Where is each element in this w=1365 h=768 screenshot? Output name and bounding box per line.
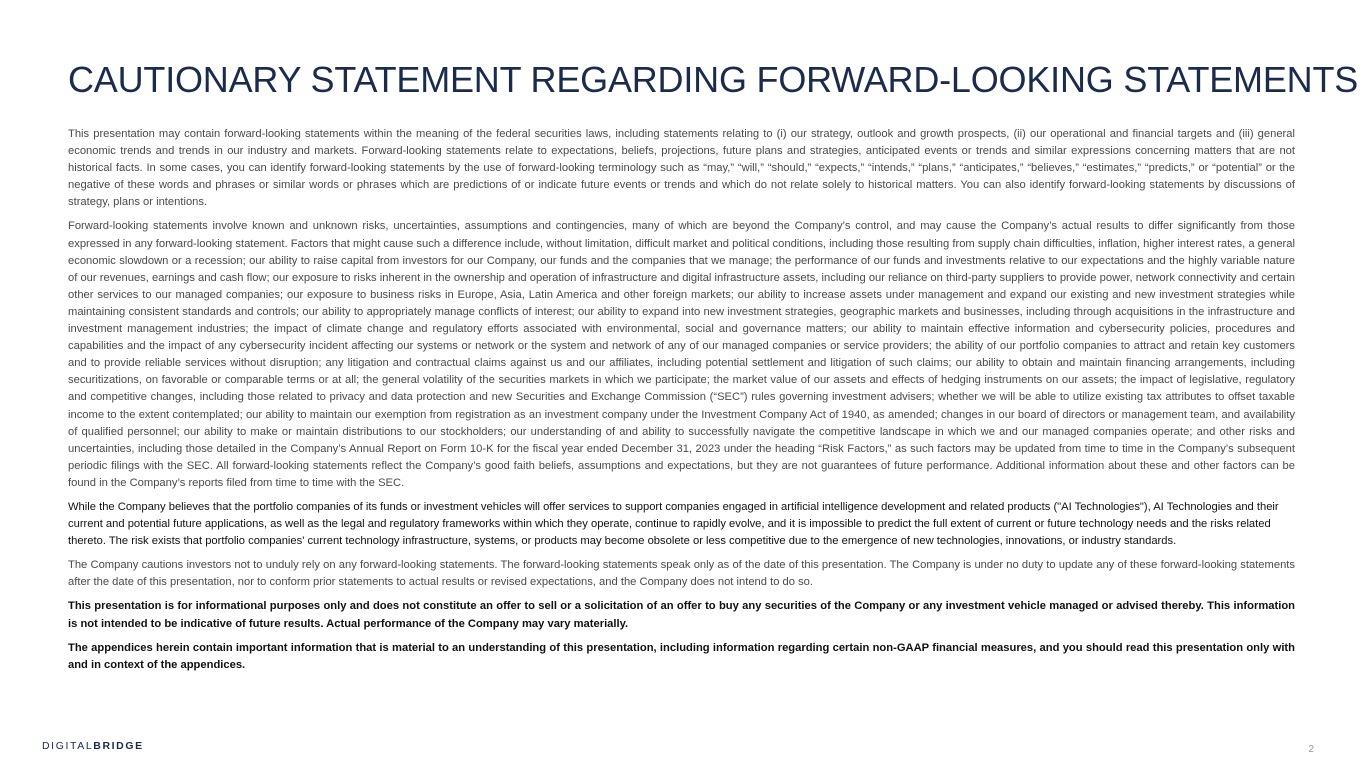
paragraph-informational-purposes: This presentation is for informational purposes only and does not constitute an offer to sell or a solicitation of an offer to buy any securities of the Company or any investment vehicle managed or advised thereby. This information is not intended to be indicative of future results. Actual performance of the Company may vary materially.: [68, 600, 1295, 630]
page-title: CAUTIONARY STATEMENT REGARDING FORWARD-LOOKING STATEMENTS: [68, 59, 1359, 100]
paragraph-ai-technologies: While the Company believes that the portfolio companies of its funds or investment vehicles will offer services to support companies engaged in artificial intelligence development and related products ("AI Technologies"), AI Technologies and their current and potential future applications, as well as the legal and regulatory frameworks within which they operate, continue to rapidly evolve, and it is impossible to predict the full extent of current or future technology needs and the risks related thereto. The risk exists that portfolio companies' current technology infrastructure, systems, or products may become obsolete or less competitive due to the emergence of new technologies, innovations, or industry standards.: [68, 500, 1279, 548]
paragraph-caution-investors: The Company cautions investors not to unduly rely on any forward-looking statements. The forward-looking statements speak only as of the date of this presentation. The Company is under no duty to update any of these forward-looking statements after the date of this presentation, nor to conform prior statements to actual results or revised expectations, and the Company does not intend to do so.: [68, 559, 1295, 589]
logo-text-bridge: BRIDGE: [93, 740, 144, 752]
paragraph-forward-looking-definition: This presentation may contain forward-looking statements within the meaning of the federal securities laws, including statements relating to (i) our strategy, outlook and growth prospects, (ii) our operational and financial targets and (iii) general economic trends and trends in our industry and markets. Forward-looking statements relate to expectations, beliefs, projections, future plans and strategies, anticipated events or trends and similar expressions concerning matters that are not historical facts. In some cases, you can identify forward-looking statements by the use of forward-looking terminology such as “may,” “will,” “should,” “expects,” “intends,” “plans,” “anticipates,” “believes,” “estimates,” “predicts,” or “potential” or the negative of these words and phrases or similar words or phrases which are predictions of or indicate future events or trends and which do not relate solely to historical matters. You can also identify forward-looking statements by discussions of strategy, plans or intentions.: [68, 128, 1295, 209]
page-number: 2: [1308, 744, 1314, 755]
digitalbridge-logo: [42, 740, 144, 752]
paragraph-appendices: The appendices herein contain important information that is material to an understanding of this presentation, including information regarding certain non-GAAP financial measures, and you should read this presentation only with and in context of the appendices.: [68, 641, 1295, 671]
paragraph-risk-factors: Forward-looking statements involve known and unknown risks, uncertainties, assumptions and contingencies, many of which are beyond the Company’s control, and may cause the Company’s actual results to differ significantly from those expressed in any forward-looking statement. Factors that might cause such a difference include, without limitation, difficult market and political conditions, including those resulting from supply chain difficulties, inflation, higher interest rates, a general economic slowdown or a recession; our ability to raise capital from investors for our Company, our funds and the companies that we manage; the performance of our funds and investments relative to our expectations and the highly variable nature of our revenues, earnings and cash flow; our exposure to risks inherent in the ownership and operation of infrastructure and digital infrastructure assets, including our reliance on third-party suppliers to provide power, network connectivity and certain other services to our managed companies; our exposure to business risks in Europe, Asia, Latin America and other foreign markets; our ability to increase assets under management and expand our existing and new investment strategies while maintaining consistent standards and controls; our ability to appropriately manage conflicts of interest; our ability to expand into new investment strategies, geographic markets and businesses, including through acquisitions in the infrastructure and investment management industries; the impact of climate change and regulatory efforts associated with environmental, social and governance matters; our ability to maintain effective information and cybersecurity policies, procedures and capabilities and the impact of any cybersecurity incident affecting our systems or network or the system and network of any of our managed companies or service providers; the ability of our portfolio companies to attract and retain key customers and to provide reliable services without disruption; any litigation and contractual claims against us and our affiliates, including potential settlement and litigation of such claims; our ability to obtain and maintain financing arrangements, including securitizations, on favorable or comparable terms or at all; the general volatility of the securities markets in which we participate; the market value of our assets and effects of hedging instruments on our assets; the impact of legislative, regulatory and competitive changes, including those related to privacy and data protection and new Securities and Exchange Commission (“SEC”) rules governing investment advisers; whether we will be able to utilize existing tax attributes to offset taxable income to the extent contemplated; our ability to maintain our exemption from registration as an investment company under the Investment Company Act of 1940, as amended; changes in our board of directors or management team, and availability of qualified personnel; our ability to make or maintain distributions to our stockholders; our understanding of and ability to successfully navigate the competitive landscape in which we and our managed companies operate; and other risks and uncertainties, including those detailed in the Company’s Annual Report on Form 10-K for the fiscal year ended December 31, 2023 under the heading “Risk Factors,” as such factors may be updated from time to time in the Company’s subsequent periodic filings with the SEC. All forward-looking statements reflect the Company’s good faith beliefs, assumptions and expectations, but they are not guarantees of future performance. Additional information about these and other factors can be found in the Company’s reports filed from time to time with the SEC.: [68, 220, 1295, 489]
logo-text-digital: DIGITAL: [42, 740, 94, 752]
disclaimer-body: [68, 126, 1295, 681]
